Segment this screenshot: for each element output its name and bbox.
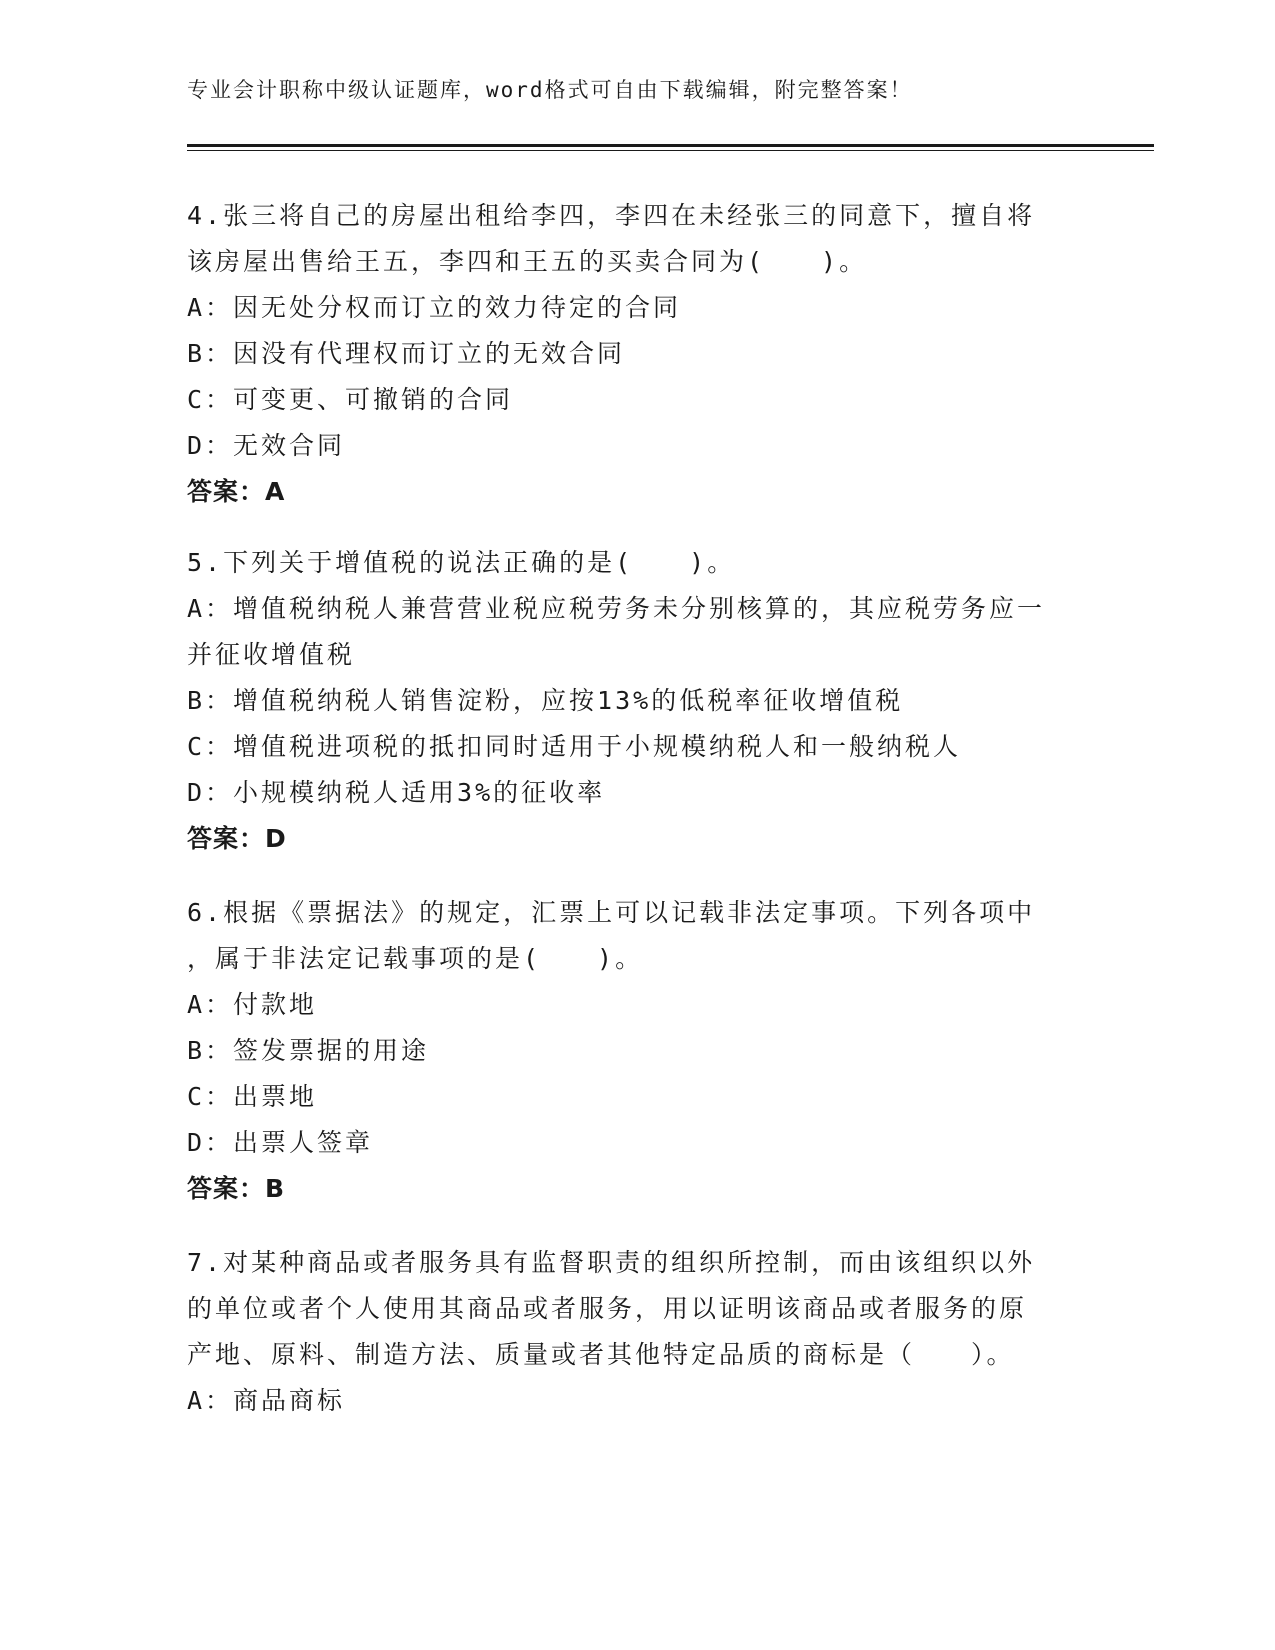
option-a: A：付款地 xyxy=(187,990,318,1019)
option-a: A：商品商标 xyxy=(187,1386,346,1415)
header-divider-thick xyxy=(187,144,1154,147)
option-b: B：因没有代理权而订立的无效合同 xyxy=(187,339,626,368)
question-stem: 的单位或者个人使用其商品或者服务，用以证明该商品或者服务的原 xyxy=(187,1294,1028,1323)
option-d: D：无效合同 xyxy=(187,431,346,460)
question-6 xyxy=(187,890,1087,1212)
question-stem: 5.下列关于增值税的说法正确的是( )。 xyxy=(187,548,736,577)
question-5 xyxy=(187,540,1087,862)
document-header: 专业会计职称中级认证题库，word格式可自由下载编辑，附完整答案！ xyxy=(187,78,913,102)
question-stem: 6.根据《票据法》的规定，汇票上可以记载非法定事项。下列各项中 xyxy=(187,898,1036,927)
question-stem: 产地、原料、制造方法、质量或者其他特定品质的商标是（ ）。 xyxy=(187,1340,1015,1369)
question-4 xyxy=(187,193,1087,515)
option-a-continued: 并征收增值税 xyxy=(187,640,356,669)
option-c: C：出票地 xyxy=(187,1082,318,1111)
question-7 xyxy=(187,1240,1087,1424)
answer: 答案：B xyxy=(187,1174,286,1203)
option-a: A：因无处分权而订立的效力待定的合同 xyxy=(187,293,682,322)
option-b: B：签发票据的用途 xyxy=(187,1036,430,1065)
question-stem: 4.张三将自己的房屋出租给李四，李四在未经张三的同意下，擅自将 xyxy=(187,201,1036,230)
option-a: A：增值税纳税人兼营营业税应税劳务未分别核算的，其应税劳务应一 xyxy=(187,594,1046,623)
question-stem: ，属于非法定记载事项的是( )。 xyxy=(187,944,644,973)
option-d: D：出票人签章 xyxy=(187,1128,374,1157)
answer: 答案：A xyxy=(187,477,286,506)
answer: 答案：D xyxy=(187,824,287,853)
header-divider-thin xyxy=(187,150,1154,151)
question-stem: 7.对某种商品或者服务具有监督职责的组织所控制，而由该组织以外 xyxy=(187,1248,1036,1277)
option-c: C：增值税进项税的抵扣同时适用于小规模纳税人和一般纳税人 xyxy=(187,732,962,761)
option-d: D：小规模纳税人适用3%的征收率 xyxy=(187,778,606,807)
option-c: C：可变更、可撤销的合同 xyxy=(187,385,514,414)
option-b: B：增值税纳税人销售淀粉，应按13%的低税率征收增值税 xyxy=(187,686,904,715)
question-stem: 该房屋出售给王五，李四和王五的买卖合同为( )。 xyxy=(187,247,868,276)
